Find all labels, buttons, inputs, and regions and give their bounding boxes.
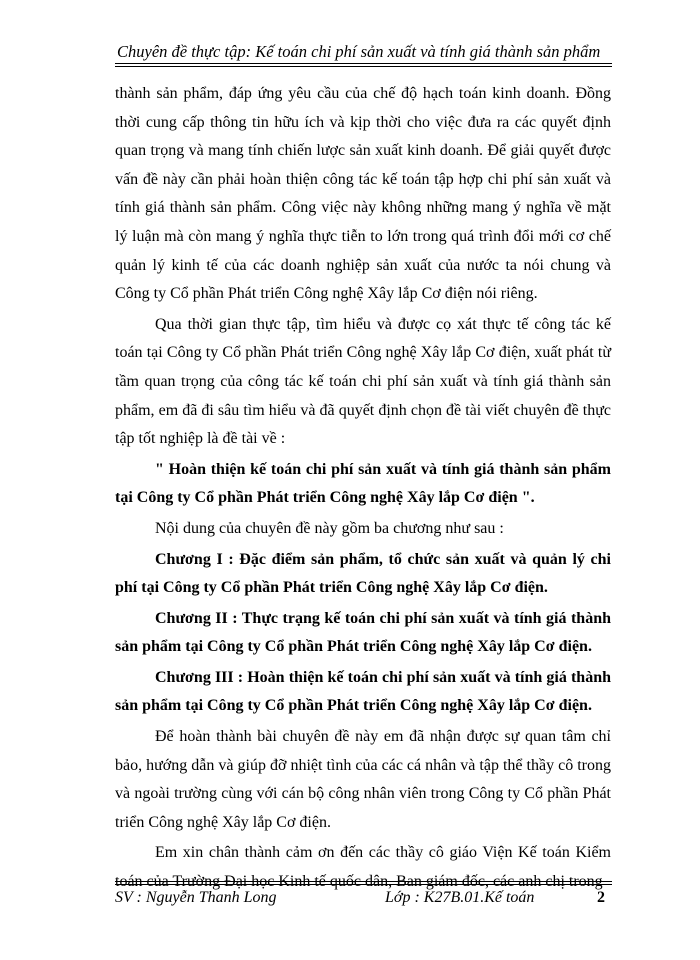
running-header: Chuyên đề thực tập: Kế toán chi phí sản xuất và tính giá thành sản phẩm (117, 42, 601, 61)
body-text (115, 80, 611, 897)
chapter-2: Chương II : Thực trạng kế toán chi phí sản xuất và tính giá thành sản phẩm tại Công ty Cổ phần Phát triển Công nghệ Xây lắp Cơ điện. (115, 609, 611, 656)
paragraph-thanks: Em xin chân thành cảm ơn đến các thầy cô giáo Viện Kế toán Kiểm toán của Trường Đại học Kinh tế quốc dân, Ban giám đốc, các anh chị trong (115, 844, 611, 891)
chapter-1: Chương I : Đặc điểm sản phẩm, tổ chức sản xuất và quản lý chi phí tại Công ty Cổ phần Phát triển Công nghệ Xây lắp Cơ điện. (115, 550, 611, 597)
paragraph-contents-intro: Nội dung của chuyên đề này gồm ba chương như sau : (155, 519, 504, 537)
thesis-title: " Hoàn thiện kế toán chi phí sản xuất và tính giá thành sản phẩm tại Công ty Cổ phần Phát triển Công nghệ Xây lắp Cơ điện ". (115, 460, 611, 507)
footer-class: Lớp : K27B.01.Kế toán (385, 889, 535, 906)
paragraph-internship: Qua thời gian thực tập, tìm hiểu và được cọ xát thực tế công tác kế toán tại Công ty Cổ phần Phát triển Công nghệ Xây lắp Cơ điện, xuất phát từ tầm quan trọng của công tác kế toán chi phí sản xuất và tính giá thành sản phẩm, em đã đi sâu tìm hiểu và đã quyết định chọn đề tài viết chuyên đề thực tập tốt nghiệp là đề tài về : (115, 315, 611, 448)
footer-rule-bottom (115, 884, 612, 885)
paragraph-continuation: thành sản phẩm, đáp ứng yêu cầu của chế độ hạch toán kinh doanh. Đồng thời cung cấp thông tin hữu ích và kịp thời cho việc đưa ra các quyết định quan trọng và mang tính chiến lược sản xuất kinh doanh. Để giải quyết được vấn đề này cần phải hoàn thiện công tác kế toán tập hợp chi phí sản xuất và tính giá thành sản phẩm. Công việc này không những mang ý nghĩa về mặt lý luận mà còn mang ý nghĩa thực tiễn to lớn trong quá trình đổi mới cơ chế quản lý kinh tế của các doanh nghiệp sản xuất của nước ta nói chung và Công ty Cổ phần Phát triển Công nghệ Xây lắp Cơ điện nói riêng. (115, 85, 611, 303)
header-rule-top (115, 63, 612, 64)
header-rule-bottom (115, 66, 612, 67)
paragraph-acknowledgement: Để hoàn thành bài chuyên đề này em đã nhận được sự quan tâm chỉ bảo, hướng dẫn và giúp đỡ nhiệt tình của các cá nhân và tập thể thầy cô trong và ngoài trường cùng với cán bộ công nhân viên trong Công ty Cổ phần Phát triển Công nghệ Xây lắp Cơ điện. (115, 728, 611, 831)
page-number: 2 (597, 889, 605, 906)
chapter-3: Chương III : Hoàn thiện kế toán chi phí sản xuất và tính giá thành sản phẩm tại Công ty Cổ phần Phát triển Công nghệ Xây lắp Cơ điện. (115, 668, 611, 715)
footer-student: SV : Nguyễn Thanh Long (115, 889, 277, 906)
footer-rule-top (115, 881, 612, 882)
